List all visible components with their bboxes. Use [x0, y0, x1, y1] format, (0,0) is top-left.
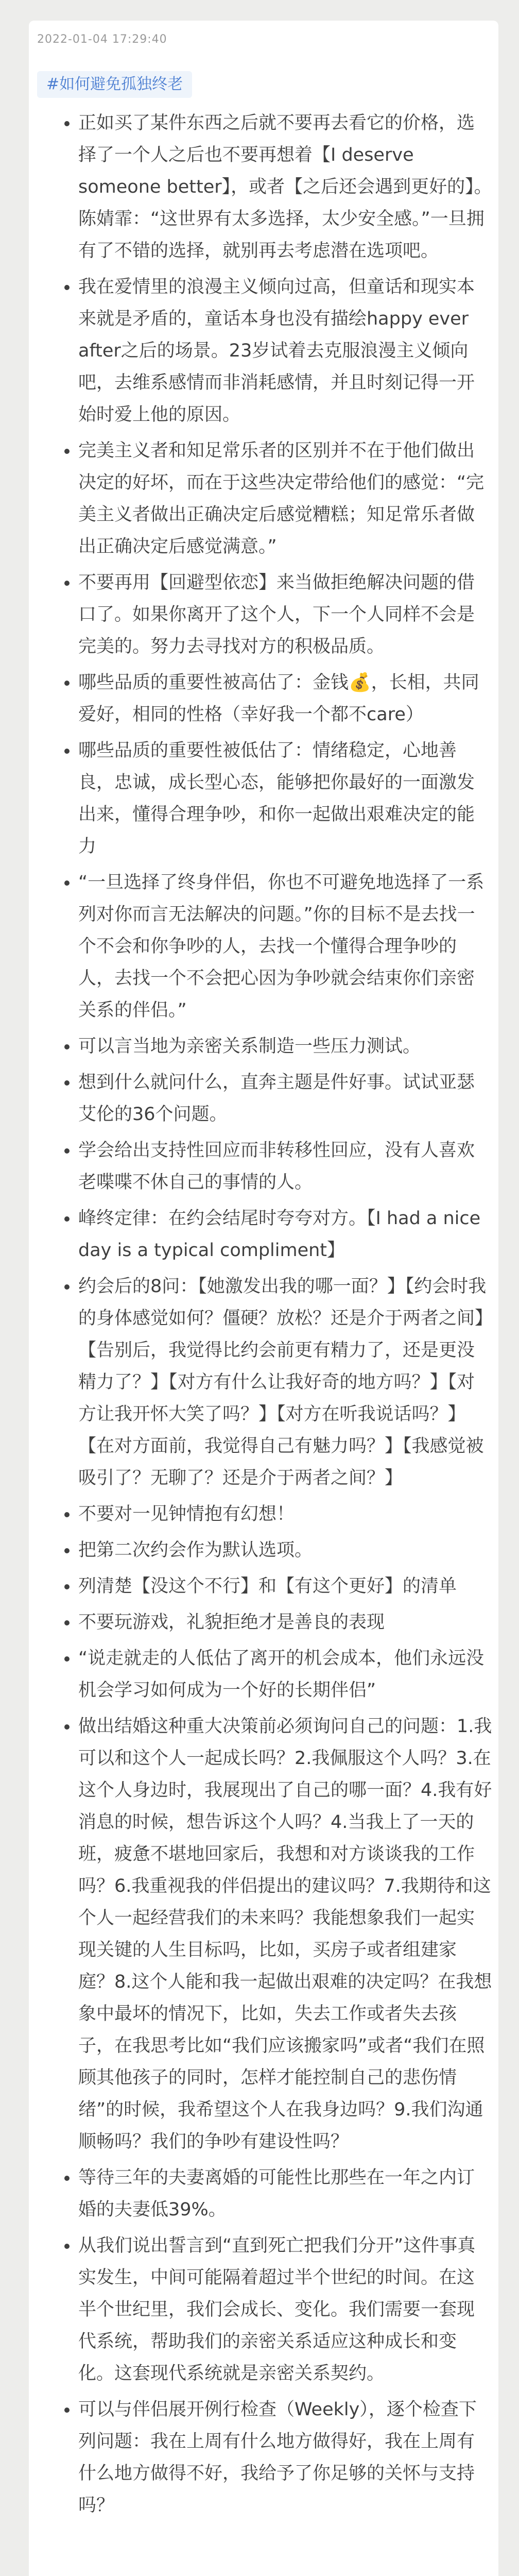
memo-item	[78, 271, 492, 431]
memo-card	[29, 21, 498, 2576]
memo-bullet-list	[29, 107, 492, 2526]
memo-item	[78, 567, 492, 663]
memo-item	[78, 1066, 492, 1130]
memo-item-text: • 做出结婚这种重大决策前必须询问自己的问题：1.我可以和这个人一起成长吗？2.我佩服这个人吗？3.在这个人身边时，我展现出了自己的哪一面？4.我有好消息的时候，想告诉这个人吗？4.当我上了一天的班，疲惫不堪地回家后，我想和对方谈谈我的工作吗？6.我重视我的伴侣提出的建议吗？7.我期待和这个人一起经营我们的未来吗？我能想象我们一起实现关键的人生目标吗，比如，买房子或者组建家庭？8.这个人能和我一起做出艰难的决定吗？在我想象中最坏的情况下，比如，失去工作或者失去孩子，在我思考比如“我们应该搬家吗”或者“我们在照顾其他孩子的同时，怎样才能控制自己的悲伤情绪”的时候，我希望这个人在我身边吗？9.我们沟通顺畅吗？我们的争吵有建设性吗？	[78, 1716, 492, 2152]
memo-item	[78, 1534, 492, 1566]
memo-item-text: • 列清楚【没这个不行】和【有这个更好】的清单	[78, 1576, 457, 1597]
memo-item	[78, 867, 492, 1026]
memo-item	[78, 2394, 492, 2521]
memo-item	[78, 1030, 492, 1062]
memo-item-text: • 哪些品质的重要性被高估了：金钱💰，长相，共同爱好，相同的性格（幸好我一个都不care）	[78, 672, 479, 725]
memo-item	[78, 107, 492, 267]
memo-item-text: • 正如买了某件东西之后就不要再去看它的价格，选择了一个人之后也不要再想着【I deserve someone better】，或者【之后还会遇到更好的】。陈婧霏：“这世界有太多选择，太少安全感。”一旦拥有了不错的选择，就别再去考虑潜在选项吧。	[78, 113, 492, 261]
memo-item	[78, 1270, 492, 1494]
memo-item-text: • 不要对一见钟情抱有幻想！	[78, 1504, 295, 1524]
memo-item-text: • “说走就走的人低估了离开的机会成本，他们永远没机会学习如何成为一个好的长期伴侣”	[78, 1648, 485, 1701]
memo-item-text: • 等待三年的夫妻离婚的可能性比那些在一年之内订婚的夫妻低39%。	[78, 2167, 475, 2220]
memo-item	[78, 1134, 492, 1198]
memo-item	[78, 667, 492, 731]
memo-item-text: • 我在爱情里的浪漫主义倾向过高，但童话和现实本来就是矛盾的，童话本身也没有描绘happy ever after之后的场景。23岁试着去克服浪漫主义倾向吧，去维系感情而非消耗感情，并且时刻记得一开始时爱上他的原因。	[78, 277, 475, 425]
memo-item-text: • 从我们说出誓言到“直到死亡把我们分开”这件事真实发生，中间可能隔着超过半个世纪的时间。在这半个世纪里，我们会成长、变化。我们需要一套现代系统，帮助我们的亲密关系适应这种成长和变化。这套现代系统就是亲密关系契约。	[78, 2235, 476, 2384]
memo-item-text: • 可以言当地为亲密关系制造一些压力测试。	[78, 1036, 421, 1057]
memo-item	[78, 1710, 492, 2158]
memo-item	[78, 435, 492, 563]
memo-timestamp: 2022-01-04 17:29:40	[37, 33, 167, 46]
memo-item	[78, 1570, 492, 1602]
memo-item	[78, 1642, 492, 1706]
memo-item	[78, 1498, 492, 1530]
memo-item	[78, 1606, 492, 1638]
memo-item-text: • 可以与伴侣展开例行检查（Weekly），逐个检查下列问题：我在上周有什么地方做得好，我在上周有什么地方做得不好，我给予了你足够的关怀与支持吗？	[78, 2399, 477, 2516]
memo-item	[78, 2162, 492, 2226]
memo-item-text: • “一旦选择了终身伴侣，你也不可避免地选择了一系列对你而言无法解决的问题。”你的目标不是去找一个不会和你争吵的人，去找一个懂得合理争吵的人，去找一个不会把心因为争吵就会结束你们亲密关系的伴侣。”	[78, 872, 485, 1021]
memo-item-text: • 完美主义者和知足常乐者的区别并不在于他们做出决定的好坏，而在于这些决定带给他们的感觉：“完美主义者做出正确决定后感觉糟糕；知足常乐者做出正确决定后感觉满意。”	[78, 440, 485, 557]
memo-item-text: • 想到什么就问什么，直奔主题是件好事。试试亚瑟艾伦的36个问题。	[78, 1072, 475, 1125]
memo-item-text: • 不要再用【回避型依恋】来当做拒绝解决问题的借口了。如果你离开了这个人，下一个人同样不会是完美的。努力去寻找对方的积极品质。	[78, 572, 475, 657]
memo-item-text: • 峰终定律：在约会结尾时夸夸对方。【I had a nice day is a typical compliment】	[78, 1208, 481, 1261]
memo-item-text: • 哪些品质的重要性被低估了：情绪稳定，心地善良，忠诚，成长型心态，能够把你最好的一面激发出来，懂得合理争吵，和你一起做出艰难决定的能力	[78, 740, 475, 857]
memo-item-text: • 学会给出支持性回应而非转移性回应，没有人喜欢老喋喋不休自己的事情的人。	[78, 1140, 475, 1193]
memo-item-text: • 约会后的8问：【她激发出我的哪一面？】【约会时我的身体感觉如何？僵硬？放松？还是介于两者之间】【告别后，我觉得比约会前更有精力了，还是更没精力了？】【对方有什么让我好奇的地方吗？】【对方让我开怀大笑了吗？】【对方在听我说话吗？】【在对方面前，我觉得自己有魅力吗？】【我感觉被吸引了？无聊了？还是介于两者之间？】	[78, 1276, 487, 1488]
memo-item-text: • 不要玩游戏，礼貌拒绝才是善良的表现	[78, 1612, 385, 1633]
memo-tag[interactable]: #如何避免孤独终老	[37, 71, 192, 98]
memo-item	[78, 1202, 492, 1266]
memo-item	[78, 735, 492, 862]
memo-item	[78, 2230, 492, 2389]
memo-item-text: • 把第二次约会作为默认选项。	[78, 1540, 313, 1561]
